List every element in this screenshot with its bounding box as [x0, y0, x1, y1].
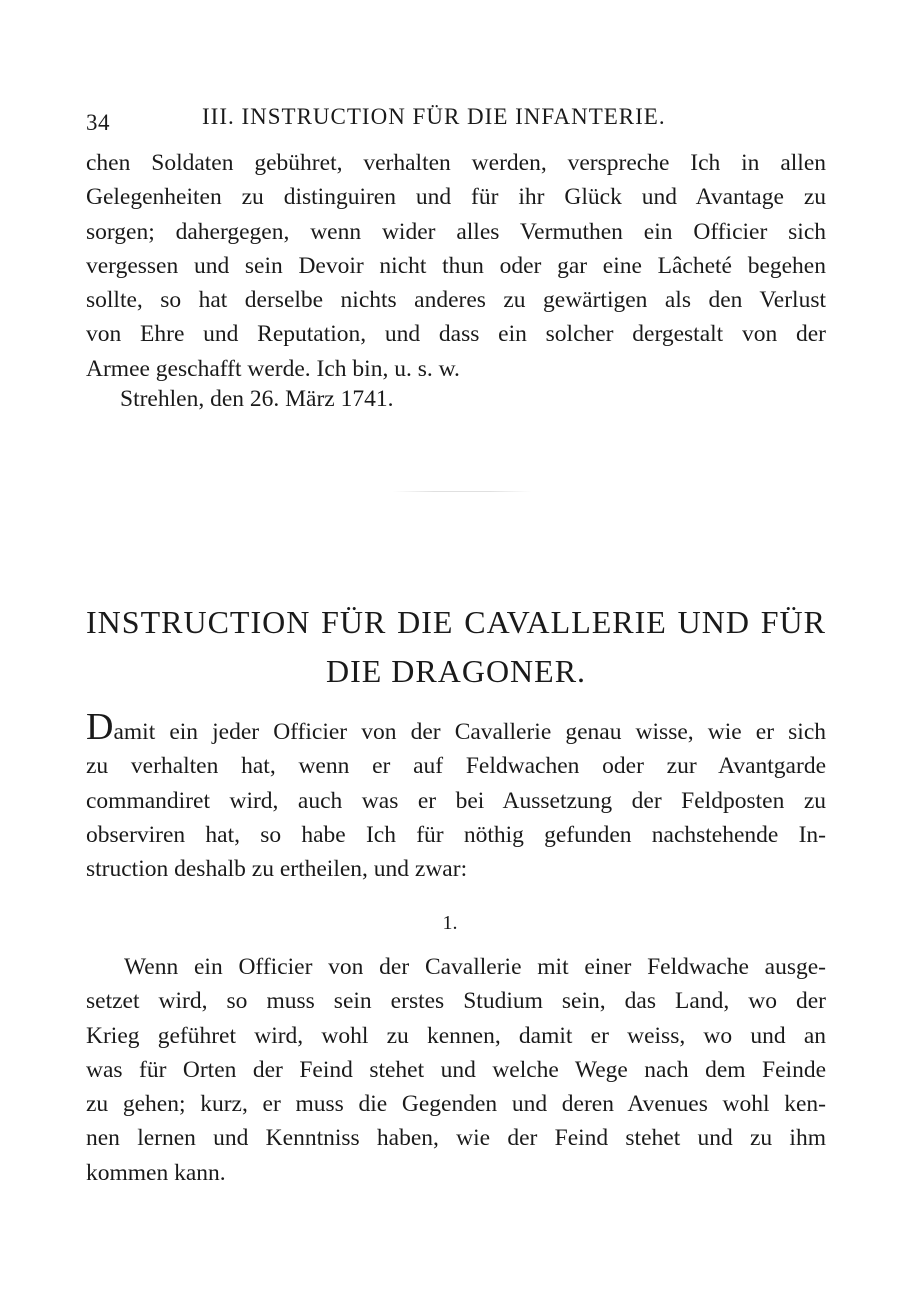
text-line: zu gehen; kurz, er muss die Gegenden und deren Avenues wohl ken- [86, 1091, 826, 1118]
text-line: nen lernen und Kenntniss haben, wie der Feind stehet und zu ihm [86, 1125, 826, 1152]
text-line: Wenn ein Officier von der Cavallerie mit einer Feldwache ausge- [124, 954, 826, 980]
page-number: 34 [86, 110, 110, 135]
section-title-line: DIE DRAGONER. [325, 653, 587, 689]
section-divider [392, 491, 532, 492]
section-title-line: INSTRUCTION FÜR DIE CAVALLERIE UND FÜR [86, 604, 826, 640]
text-line: Armee geschafft werde. Ich bin, u. s. w. [86, 355, 460, 382]
text-line: sorgen; dahergegen, wenn wider alles Vermuthen ein Officier sich [86, 218, 826, 245]
text-line: Krieg geführet wird, wohl zu kennen, damit er weiss, wo und an [86, 1022, 826, 1049]
text-line: setzet wird, so muss sein erstes Studium sein, das Land, wo der [86, 988, 826, 1015]
text-line: struction deshalb zu ertheilen, und zwar: [86, 856, 468, 883]
drop-cap: D [86, 706, 114, 748]
text-line: observiren hat, so habe Ich für nöthig gefunden nachstehende In- [86, 821, 826, 848]
text-line-with-dropcap [86, 706, 826, 749]
paragraph-1 [86, 950, 826, 1190]
date-signature: Strehlen, den 26. März 1741. [120, 386, 394, 412]
continuation-paragraph [86, 146, 826, 386]
text-run: amit ein jeder Officier von der Cavallerie genau wisse, wie er sich [113, 719, 826, 745]
text-line: zu verhalten hat, wenn er auf Feldwachen oder zur Avantgarde [86, 753, 826, 780]
section-title [86, 598, 826, 696]
text-line: sollte, so hat derselbe nichts anderes zu gewärtigen als den Verlust [86, 287, 826, 314]
section-number: 1. [442, 912, 458, 934]
text-line: Gelegenheiten zu distinguiren und für ihr Glück und Avantage zu [86, 184, 826, 211]
text-line: kommen kann. [86, 1159, 226, 1186]
intro-paragraph [86, 706, 826, 886]
text-line: von Ehre und Reputation, und dass ein solcher dergestalt von der [86, 321, 826, 348]
text-line: vergessen und sein Devoir nicht thun oder gar eine Lâcheté begehen [86, 252, 826, 279]
text-line: chen Soldaten gebühret, verhalten werden, verspreche Ich in allen [86, 150, 826, 176]
running-title: III. INSTRUCTION FÜR DIE INFANTERIE. [202, 104, 666, 129]
running-head [86, 104, 826, 144]
text-line: was für Orten der Feind stehet und welche Wege nach dem Feinde [86, 1056, 826, 1083]
text-line: commandiret wird, auch was er bei Aussetzung der Feldposten zu [86, 787, 826, 814]
